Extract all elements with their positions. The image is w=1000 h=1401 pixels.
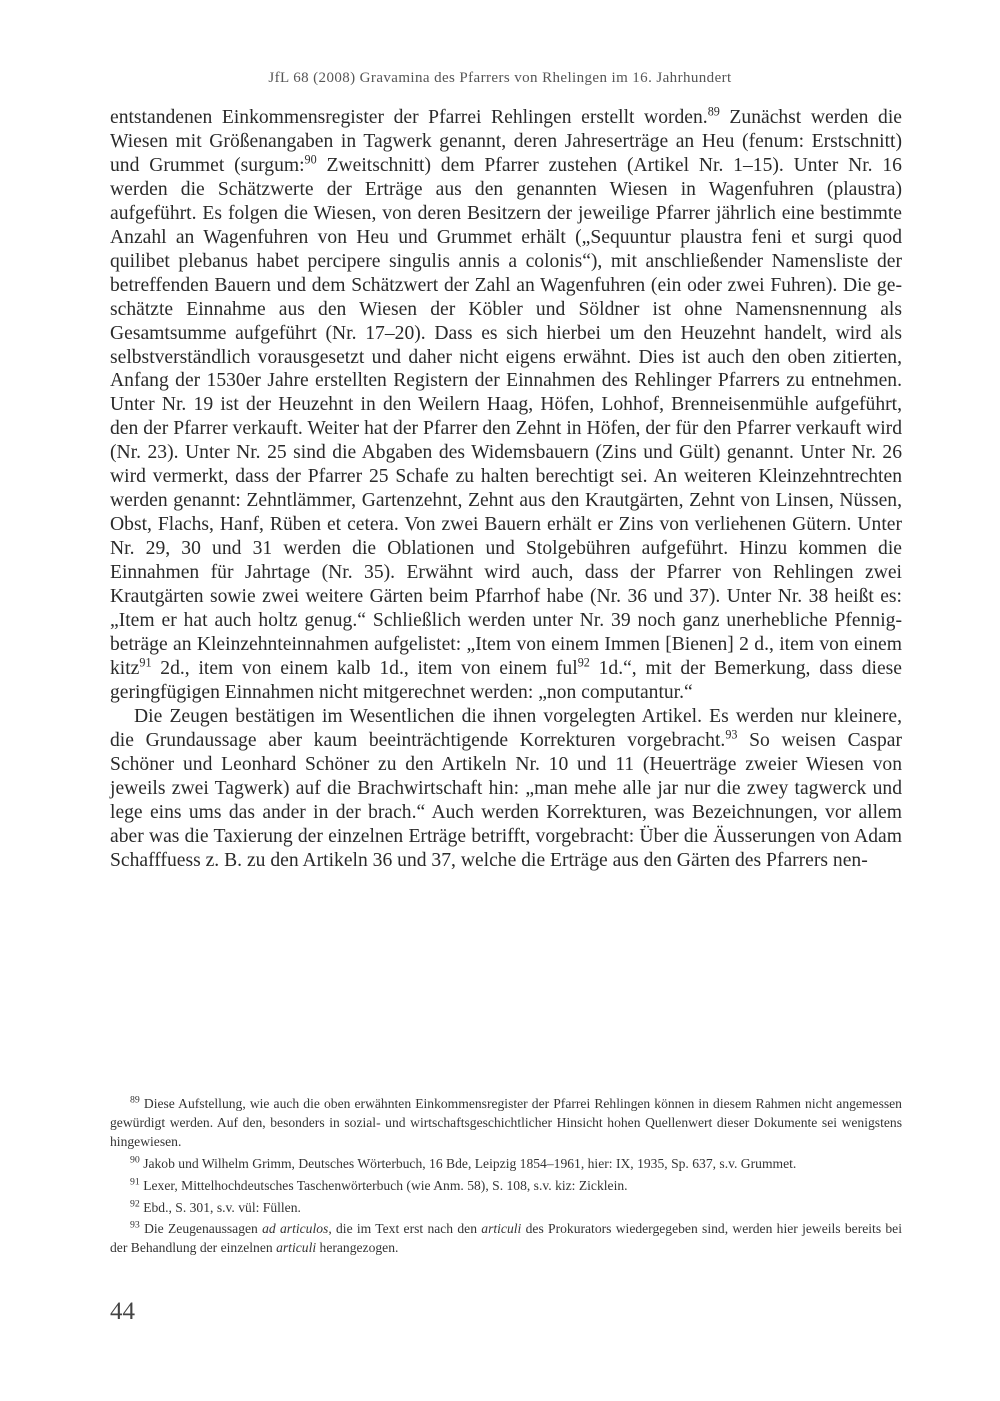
text-span: Zweitschnitt) dem Pfarrer zustehen (Artikel Nr. 1–15). Unter Nr. 16 werden die Schätzwerte der Erträge aus den genannten Wiesen in Wagenfuhren (plaustra) aufgeführt. Es folgen die Wiesen, von deren Besitzern der jeweilige Pfarrer jährlich eine bestimmte Anzahl an Wagenfuhren von Heu und Grummet erhält („Sequuntur plaustra feni et surgi quod quilibet plebanus habet percipere singulis annis a colonis“), mit anschließender Namensliste der betreffenden Bauern und dem Schätzwert der Zahl an Wagenfuhren (ein oder zwei Fuhren). Die geschätzte Einnahme aus den Wiesen der Köbler und Söldner ist ohne Namensnennung als Gesamtsumme aufgeführt (Nr. 17–20). Dass es sich hierbei um den Heuzehnt handelt, wird als selbstverständlich vorausgesetzt und daher nicht eigens erwähnt. Dies ist auch den oben zitierten, Anfang der 1530er Jahre erstellten Registern der Einnahmen des Rehlinger Pfarrers zu entnehmen. Unter Nr. 19 ist der Heuzehnt in den Weilern Haag, Höfen, Lohhof, Brenneisenmühle aufgeführt, den der Pfarrer verkauft. Weiter hat der Pfarrer den Zehnt in Höfen, der für den Pfarrer verkauft wird (Nr. 23). Unter Nr. 25 sind die Abgaben des Widemsbauern (Zins und Gült) genannt. Unter Nr. 26 wird vermerkt, dass der Pfarrer 25 Schafe zu halten berechtigt sei. An weiteren Kleinzehntrechten werden genannt: Zehntlämmer, Gartenzehnt, Zehnt aus den Krautgärten, Zehnt von Linsen, Nüssen, Obst, Flachs, Hanf, Rüben et cetera. Von zwei Bauern erhält er Zins von verliehenen Gütern. Unter Nr. 29, 30 und 31 werden die Oblationen und Stolgebühren aufgeführt. Hinzu kommen die Einnahmen für Jahrtage (Nr. 35). Erwähnt wird auch, dass der Pfarrer von Rehlingen zwei Krautgärten sowie zwei weitere Gärten beim Pfarrhof habe (Nr. 36 und 37). Unter Nr. 38 heißt es: „Item er hat auch holtz genug.“ Schließlich werden unter Nr. 39 noch ganz unerhebliche Pfennigbeträge an Kleinzehnteinnahmen aufgelistet: „Item von einem Immen [Bienen] 2 d., item von einem kitz	[110, 154, 902, 679]
text-span: So weisen Caspar Schöner und Leonhard Schöner zu den Artikeln Nr. 10 und 11 (Heuerträge zweier Wiesen von jeweils zwei Tagwerk) auf die Brachwirtschaft hin: „man mehe alle jar nur die zwey tagwerck und lege eins ums das ander in der brach.“ Auch werden Korrekturen, was Bezeichnungen, vor allem aber was die Taxierung der einzelnen Erträge betrifft, vorgebracht: Über die Äusserungen von Adam Schafffuess z. B. zu den Artikeln 36 und 37, welche die Erträge aus den Gärten des Pfarrers nen-	[110, 729, 902, 871]
footnotes	[110, 1095, 902, 1258]
footnote-number: 91	[130, 1176, 140, 1188]
text-span: 2d., item von einem kalb 1d., item von einem ful	[151, 657, 578, 679]
footnote-93	[110, 1220, 902, 1258]
footnote-italic: articuli	[276, 1240, 317, 1256]
footnote-ref-90: 90	[304, 152, 317, 167]
footnote-text: des Prokurators wiedergegeben sind, werden hier jeweils bereits bei der Behandlung der einzelnen	[110, 1221, 902, 1256]
footnote-ref-92: 92	[577, 655, 590, 670]
footnote-text: Ebd., S. 301, s.v. vül: Füllen.	[143, 1199, 301, 1215]
footnote-ref-91: 91	[139, 655, 152, 670]
footnote-text: Lexer, Mittelhochdeutsches Taschenwörterbuch (wie Anm. 58), S. 108, s.v. kiz: Zicklein.	[143, 1177, 628, 1193]
paragraph-1	[110, 106, 902, 705]
footnote-text: Jakob und Wilhelm Grimm, Deutsches Wörterbuch, 16 Bde, Leipzig 1854–1961, hier: IX, 1935, Sp. 637, s.v. Grummet.	[143, 1155, 797, 1171]
footnote-92	[110, 1199, 902, 1218]
footnote-ref-89: 89	[707, 104, 720, 119]
footnote-text: , die im Text erst nach den	[328, 1221, 482, 1237]
footnote-number: 89	[130, 1094, 140, 1106]
footnote-text: Die Zeugenaussagen	[144, 1221, 263, 1237]
footnote-ref-93: 93	[725, 727, 738, 742]
text-span: entstandenen Einkommensregister der Pfarrei Rehlingen erstellt worden.	[110, 107, 708, 128]
footnote-91	[110, 1177, 902, 1196]
footnote-90	[110, 1155, 902, 1174]
text-span: Zunächst werden die Wiesen mit Größenangaben in Tagwerk genannt, deren Jahreserträge an Heu (fenum: Erstschnitt) und Grummet (surgum:	[110, 107, 902, 176]
footnote-number: 93	[130, 1220, 140, 1232]
footnote-italic: articuli	[481, 1221, 522, 1237]
running-head: JfL 68 (2008) Gravamina des Pfarrers von Rhelingen im 16. Jahrhundert	[268, 70, 732, 86]
footnote-number: 90	[130, 1154, 140, 1166]
text-span: Die Zeugen bestätigen im Wesentlichen die ihnen vorgelegten Artikel. Es werden nur kleinere, die Grundaussage aber kaum beeinträchtigende Korrekturen vorgebracht.	[110, 705, 902, 751]
main-text	[110, 106, 902, 873]
page-number: 44	[110, 1298, 135, 1325]
paragraph-2	[110, 705, 902, 873]
footnote-italic: ad articulos	[262, 1221, 329, 1237]
footnote-number: 92	[130, 1198, 140, 1210]
text-span: 1d.“, mit der Bemerkung, dass diese geringfügigen Einnahmen nicht mitgerechnet werden: „non computantur.“	[110, 657, 902, 703]
footnote-89	[110, 1095, 902, 1152]
footnote-text: herangezogen.	[316, 1240, 399, 1256]
footnote-text: Diese Aufstellung, wie auch die oben erwähnten Einkommensregister der Pfarrei Rehlingen können in diesem Rahmen nicht angemessen gewürdigt werden. Auf den, besonders in sozial- und wirtschaftsgeschichtlicher Hinsicht hohen Quellenwert dieser Dokumente sei wenigstens hingewiesen.	[110, 1096, 902, 1149]
